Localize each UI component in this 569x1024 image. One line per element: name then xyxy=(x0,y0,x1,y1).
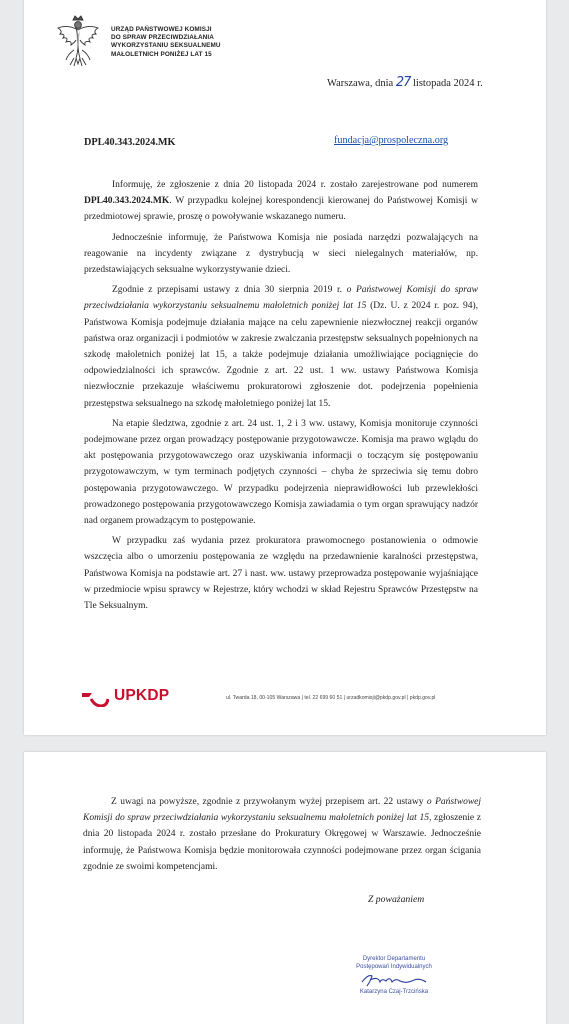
act-title-italic: o Państwowej Komisji do spraw przeciwdziałania wykorzystaniu seksualnemu małoletnich poniżej lat 15 xyxy=(84,285,478,312)
office-line: MAŁOLETNICH PONIŻEJ LAT 15 xyxy=(111,50,212,58)
upkdp-logo-mark-icon xyxy=(81,691,109,707)
upkdp-logo-text: UPKDP xyxy=(114,687,170,704)
date-prefix: Warszawa, dnia xyxy=(327,78,394,89)
recipient-email-link[interactable]: fundacja@prospoleczna.org xyxy=(334,135,449,146)
letter-body-page-2 xyxy=(83,794,481,875)
signature-block xyxy=(334,956,454,997)
act-title-italic: o Państwowej Komisji do spraw przeciwdziałania wykorzystaniu seksualnemu małoletnich poniżej lat 15 xyxy=(83,797,482,824)
case-reference-number: DPL40.343.2024.MK xyxy=(84,137,176,148)
letter-page-2 xyxy=(24,752,546,1024)
letter-body-page-1 xyxy=(84,177,478,618)
office-line: URZĄD PAŃSTWOWEJ KOMISJI xyxy=(111,26,212,33)
polish-eagle-emblem-icon xyxy=(54,14,102,68)
footer-contact-details: ul. Twarda 18, 00-105 Warszawa | tel. 22 699 60 51 | urzadkomisji@pkdp.gov.pl | pkdp.gov.pl xyxy=(226,695,436,701)
office-line: WYKORZYSTANIU SEKSUALNEMU xyxy=(111,42,221,50)
paragraph: Jednocześnie informuję, że Państwowa Komisja nie posiada narzędzi pozwalających na reagowanie na incydenty związane z dystrybucją w sieci nielegalnych materiałów, np. przedstawiających seksualne wykorzystywanie dzieci. xyxy=(84,232,478,276)
case-number-inline: DPL40.343.2024.MK xyxy=(84,196,170,207)
letter-footer xyxy=(81,688,501,710)
paragraph: Na etapie śledztwa, zgodnie z art. 24 ust. 1, 2 i 3 ww. ustawy, Komisja monitoruje czynności podejmowane przez organ prowadzący postępowanie przygotowawcze. Komisja ma prawo wglądu do akt postępowania przygotowawczego oraz uzyskiwania informacji o toczącym się postępowaniu przygotowawczym, w tym terminach podjętych czynności – chyba że sprzeciwia się temu dobro postępowania przygotowawczego. W przypadku podejrzenia nieprawidłowości lub przewlekłości prowadzonego postępowania przygotowawczego Komisja zawiadamia o tym organ sprawujący nadzór nad organem prowadzącym to postępowanie. xyxy=(84,418,478,527)
signatory-name: Katarzyna Czaj-Trzcińska xyxy=(359,989,429,996)
office-line: DO SPRAW PRZECIWDZIAŁANIA xyxy=(111,34,214,42)
issuing-office-name xyxy=(111,26,221,59)
date-day-handwritten: 27 xyxy=(395,75,411,90)
paragraph: Informuję, że zgłoszenie z dnia 20 listopada 2024 r. zostało zarejestrowane pod numerem DPL40.343.2024.MK. W przypadku kolejnej korespondencji kierowanej do Państwowej Komisji w przedmiotowej sprawie, proszę o powoływanie wskazanego numeru. xyxy=(84,180,478,223)
signatory-title-line: Postępowań Indywidualnych xyxy=(356,963,432,970)
handwritten-signature-icon xyxy=(334,972,454,988)
letter-date xyxy=(327,75,483,90)
letter-page-1 xyxy=(24,0,546,735)
closing-salutation: Z poważaniem xyxy=(368,894,425,905)
date-suffix: listopada 2024 r. xyxy=(413,78,483,89)
signatory-title-line: Dyrektor Departamentu xyxy=(362,956,426,962)
paragraph: Zgodnie z przepisami ustawy z dnia 30 sierpnia 2019 r. o Państwowej Komisji do spraw przeciwdziałania wykorzystaniu seksualnemu małoletnich poniżej lat 15 (Dz. U. z 2024 r. poz. 94), Państwowa Komisja podejmuje działania mające na celu zapewnienie niezwłocznej reakcji organów państwa oraz organizacji i podmiotów w zakresie zwalczania przestępstw seksualnych popełnionych na szkodę małoletnich poniżej lat 15, a także podejmuje działania umożliwiające pociągnięcie do odpowiedzialności ich sprawców. Zgodnie z art. 22 ust. 1 ww. ustawy Państwowa Komisja niezwłocznie przekazuje właściwemu prokuratorowi zgłoszenie dot. podejrzenia popełnienia przestępstwa seksualnego na szkodę małoletniego poniżej lat 15. xyxy=(84,285,479,409)
paragraph: W przypadku zaś wydania przez prokuratora prawomocnego postanowienia o odmowie wszczęcia albo o umorzeniu postępowania ze względu na przedawnienie karalności przestępstwa, Państwowa Komisja na podstawie art. 27 i nast. ww. ustawy przeprowadza postępowanie wyjaśniające w przedmiocie wpisu sprawcy w Rejestrze, który wchodzi w skład Rejestru Sprawców Przestępstw na Tle Seksualnym. xyxy=(84,536,478,612)
paragraph: Z uwagi na powyższe, zgodnie z przywołanym wyżej przepisem art. 22 ustawy o Państwowej Komisji do spraw przeciwdziałania wykorzystaniu seksualnemu małoletnich poniżej lat 15, zgłoszenie z dnia 20 listopada 2024 r. zostało przesłane do Prokuratury Okręgowej w Warszawie. Jednocześnie informuję, że Państwowa Komisja będzie monitorowała czynności podejmowane przez organ ścigania zgodnie ze swoimi kompetencjami. xyxy=(83,797,482,872)
